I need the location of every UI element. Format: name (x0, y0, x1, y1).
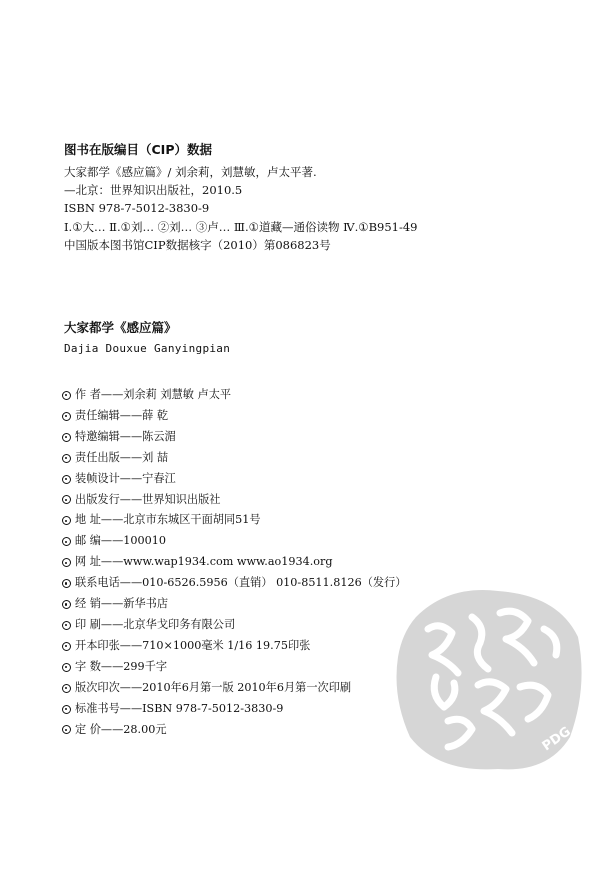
cip-line: —北京：世界知识出版社，2010.5 (64, 183, 243, 198)
bullet-icon (62, 537, 71, 546)
credit-row-format: 开本印张——710×1000毫米 1/16 19.75印张 (62, 636, 582, 657)
cip-line: 中国版本图书馆CIP数据核字（2010）第086823号 (64, 237, 331, 252)
bullet-icon (62, 621, 71, 630)
cip-line: Ⅰ.①大… Ⅱ.①刘… ②刘… ③卢… Ⅲ.①道藏—通俗读物 Ⅳ.①B951-49 (64, 219, 418, 234)
credit-row-postcode: 邮 编——100010 (62, 531, 582, 552)
cip-line: ISBN 978-7-5012-3830-9 (64, 201, 210, 216)
credit-row-address: 地 址——北京市东城区干面胡同51号 (62, 510, 582, 531)
credit-row-design: 装帧设计——宁春江 (62, 469, 582, 490)
bullet-icon (62, 433, 71, 442)
credit-row-wordcount: 字 数——299千字 (62, 657, 582, 678)
bullet-icon (62, 454, 71, 463)
bullet-icon (62, 600, 71, 609)
bullet-icon (62, 391, 71, 400)
bullet-icon (62, 725, 71, 734)
credit-row-guest-editor: 特邀编辑——陈云湄 (62, 427, 582, 448)
credit-row-edition: 版次印次——2010年6月第一版 2010年6月第一次印刷 (62, 678, 582, 699)
bullet-icon (62, 705, 71, 714)
bullet-icon (62, 684, 71, 693)
credit-row-printer: 印 刷——北京华戈印务有限公司 (62, 615, 582, 636)
stamp-label: PDG (539, 724, 574, 755)
credit-row-editor: 责任编辑——薛 乾 (62, 406, 582, 427)
credit-row-isbn: 标准书号——ISBN 978-7-5012-3830-9 (62, 699, 582, 720)
bullet-icon (62, 663, 71, 672)
cip-data-block (64, 141, 564, 254)
pdg-watermark-stamp (388, 577, 590, 777)
book-pinyin-title: Dajia Douxue Ganyingpian (64, 342, 231, 355)
credit-row-website: 网 址——www.wap1934.com www.ao1934.org (62, 552, 582, 573)
credit-row-author: 作 者——刘余莉 刘慧敏 卢太平 (62, 385, 582, 406)
credit-row-phone: 联系电话——010-6526.5956（直销） 010-8511.8126（发行） (62, 573, 582, 594)
book-title: 大家都学《感应篇》 (64, 320, 177, 335)
cip-heading: 图书在版编目（CIP）数据 (64, 142, 212, 157)
bullet-icon (62, 642, 71, 651)
credit-row-distributor: 经 销——新华书店 (62, 594, 582, 615)
credit-row-production: 责任出版——刘 喆 (62, 448, 582, 469)
bullet-icon (62, 558, 71, 567)
credit-row-price: 定 价——28.00元 (62, 720, 582, 741)
bullet-icon (62, 579, 71, 588)
cip-line: 大家都学《感应篇》/ 刘余莉，刘慧敏，卢太平著. (64, 165, 317, 179)
bullet-icon (62, 495, 71, 504)
credit-row-publisher: 出版发行——世界知识出版社 (62, 490, 582, 511)
bullet-icon (62, 516, 71, 525)
bullet-icon (62, 412, 71, 421)
bullet-icon (62, 475, 71, 484)
